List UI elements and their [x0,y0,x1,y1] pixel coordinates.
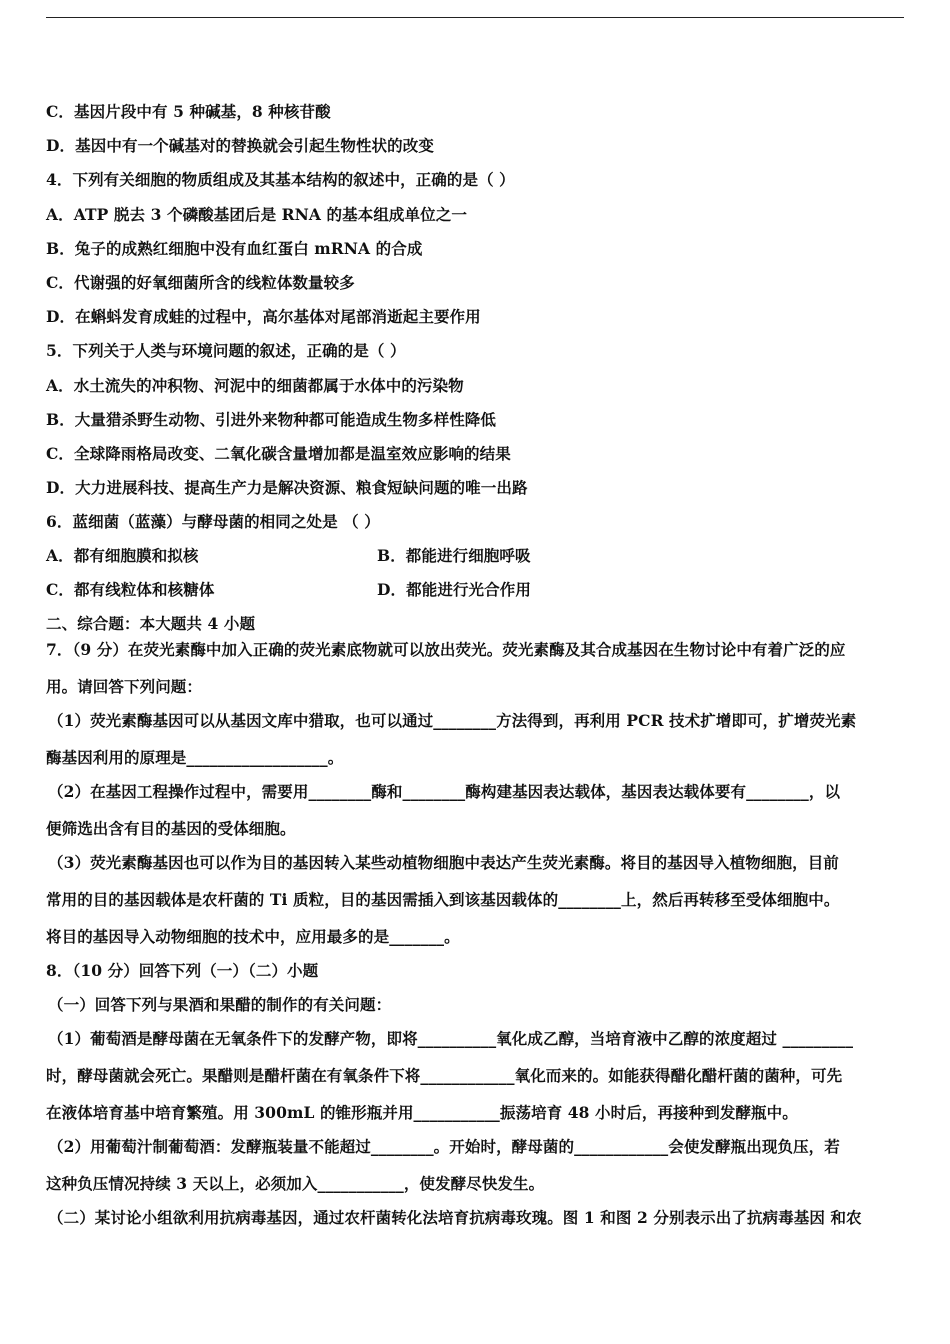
option-d-q5: D．大力进展科技、提高生产力是解决资源、粮食短缺问题的唯一出路 [46,478,528,497]
option-c-q3: C．基因片段中有 5 种碱基，8 种核苷酸 [46,102,331,121]
option-c-q5: C．全球降雨格局改变、二氧化碳含量增加都是温室效应影响的结果 [46,444,511,463]
question-8-part-1: 在液体培育基中培育繁殖。用 300mL 的锥形瓶并用___________振荡培育 48 小时后，再接种到发酵瓶中。 [46,1103,798,1122]
question-8-part-1: （1）葡萄酒是酵母菌在无氧条件下的发酵产物，即将__________氧化成乙醇，当培育液中乙醇的浓度超过 _________ [48,1029,854,1048]
question-7-part-2: 便筛选出含有目的基因的受体细胞。 [46,819,296,838]
question-7-text: 用。请回答下列问题： [46,677,203,696]
question-8-part-2: （2）用葡萄汁制葡萄酒：发酵瓶装量不能超过________。开始时，酵母菌的____________会使发酵瓶出现负压，若 [48,1137,840,1156]
option-b-q6: B．都能进行细胞呼吸 [377,546,531,565]
option-a-q6: A．都有细胞膜和拟核 [46,546,199,565]
option-d-q3: D．基因中有一个碱基对的替换就会引起生物性状的改变 [46,136,434,155]
question-8-section-1: （一）回答下列与果酒和果醋的制作的有关问题： [48,995,392,1014]
section-heading: 二、综合题：本大题共 4 小题 [46,614,256,633]
option-d-q6: D．都能进行光合作用 [377,580,531,599]
question-8: 8．（10 分）回答下列（一）（二）小题 [46,961,319,980]
question-7-text: 7．（9 分）在荧光素酶中加入正确的荧光素底物就可以放出荧光。荧光素酶及其合成基因在生物讨论中有着广泛的应 [46,640,846,659]
header-rule [46,17,904,18]
question-7-part-3: （3）荧光素酶基因也可以作为目的基因转入某些动植物细胞中表达产生荧光素酶。将目的基因导入植物细胞，目前 [48,853,839,872]
question-7-part-2: （2）在基因工程操作过程中，需要用________酶和________酶构建基因表达载体，基因表达载体要有________，以 [48,782,841,801]
question-7-part-3: 常用的目的基因载体是农杆菌的 Ti 质粒，目的基因需插入到该基因载体的________上，然后再转移至受体细胞中。 [46,890,840,909]
question-5: 5．下列关于人类与环境问题的叙述，正确的是（ ） [46,341,406,360]
question-8-part-2: 这种负压情况持续 3 天以上，必须加入___________，使发酵尽快发生。 [46,1174,545,1193]
option-d-q4: D．在蝌蚪发育成蛙的过程中，高尔基体对尾部消逝起主要作用 [46,307,481,326]
option-a-q5: A．水土流失的冲积物、河泥中的细菌都属于水体中的污染物 [46,376,464,395]
question-7-part-3: 将目的基因导入动物细胞的技术中，应用最多的是_______。 [46,927,460,946]
option-a-q4: A．ATP 脱去 3 个磷酸基团后是 RNA 的基本组成单位之一 [46,205,467,224]
question-7-part-1: （1）荧光素酶基因可以从基因文库中猎取，也可以通过________方法得到，再利用 PCR 技术扩增即可，扩增荧光素 [48,711,857,730]
question-6: 6．蓝细菌（蓝藻）与酵母菌的相同之处是 （ ） [46,512,380,531]
option-b-q5: B．大量猎杀野生动物、引进外来物种都可能造成生物多样性降低 [46,410,497,429]
option-c-q6: C．都有线粒体和核糖体 [46,580,215,599]
option-b-q4: B．兔子的成熟红细胞中没有血红蛋白 mRNA 的合成 [46,239,423,258]
question-8-part-1: 时，酵母菌就会死亡。果醋则是醋杆菌在有氧条件下将____________氧化而来的。如能获得醋化醋杆菌的菌种，可先 [46,1066,843,1085]
question-7-part-1: 酶基因利用的原理是__________________。 [46,748,344,767]
option-c-q4: C．代谢强的好氧细菌所含的线粒体数量较多 [46,273,355,292]
question-4: 4．下列有关细胞的物质组成及其基本结构的叙述中，正确的是（ ） [46,170,515,189]
question-8-section-2: （二）某讨论小组欲利用抗病毒基因，通过农杆菌转化法培育抗病毒玫瑰。图 1 和图 2 分别表示出了抗病毒基因 和农 [48,1208,862,1227]
